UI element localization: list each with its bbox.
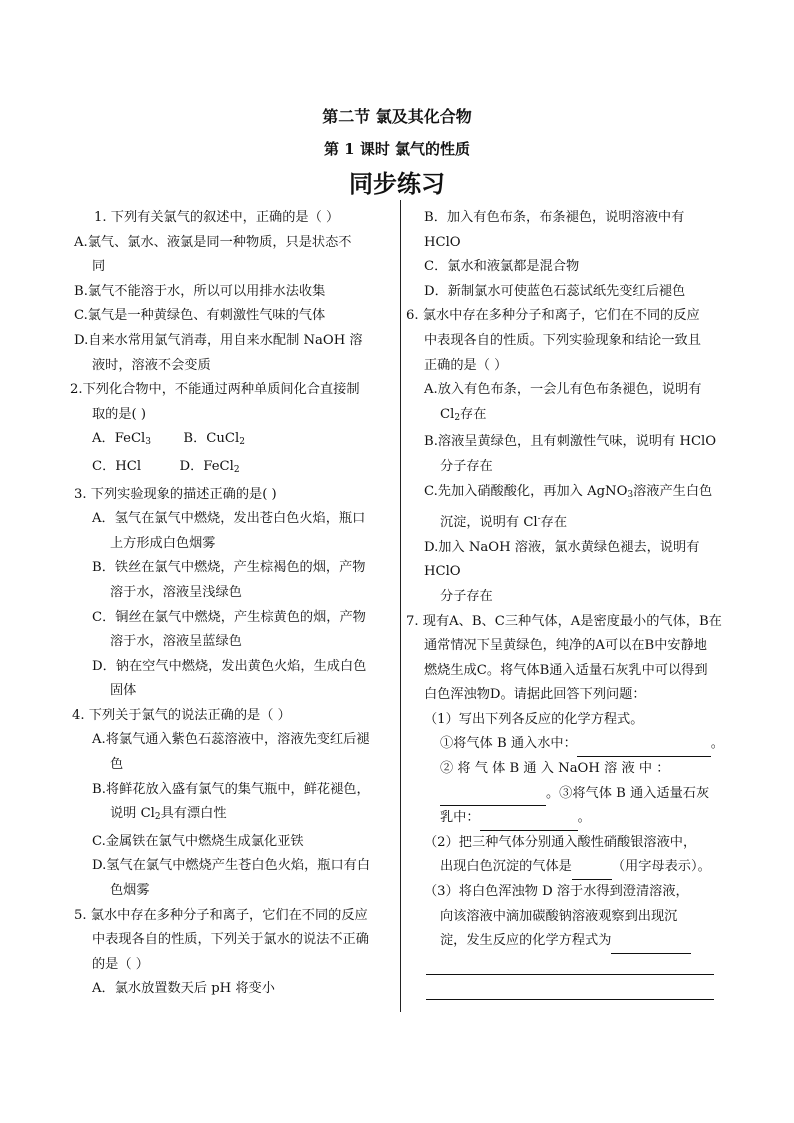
q6-option-a: A.放入有色布条，一会儿有色布条褪色，说明有	[424, 382, 702, 398]
section-title: 第二节 氯及其化合物	[322, 107, 472, 126]
q2-stem-cont: 取的是( )	[92, 406, 147, 422]
q2-option-a: A．FeCl$_3$	[92, 431, 151, 448]
answer-line-2[interactable]	[426, 979, 714, 1000]
q3-option-b: B．铁丝在氯气中燃烧，产生棕褐色的烟，产物	[92, 560, 366, 576]
q3-option-d-cont: 固体	[110, 683, 137, 699]
q6-option-d: D.加入 NaOH 溶液，氯水黄绿色褪去，说明有 HClO	[424, 539, 700, 580]
q4-option-b: B.将鲜花放入盛有氯气的集气瓶中，鲜花褪色，	[92, 781, 370, 797]
q4-option-b-cont: 说明 $Cl_2$具有漂白性	[110, 806, 227, 823]
q1-option-a: A.氯气、氯水、液氯是同一种物质，只是状态不	[74, 234, 352, 250]
answer-line-1[interactable]	[426, 954, 714, 975]
q5-option-a: A．氯水放置数天后 pH 将变小	[92, 981, 275, 997]
q1-option-c: C.氯气是一种黄绿色、有刺激性气味的气体	[74, 308, 326, 324]
q4-stem: 4. 下列关于氯气的说法正确的是（ ）	[72, 707, 291, 723]
answer-blank-3[interactable]	[480, 814, 578, 831]
lesson-title: 第 1 课时 氯气的性质	[323, 140, 471, 158]
q4-option-a-cont: 色	[110, 757, 124, 773]
q6-option-d-cont: 分子存在	[440, 588, 493, 604]
q7-part-1-2: ② 将 气 体 B 通 入 NaOH 溶 液 中 ：	[440, 761, 670, 777]
q3-option-a: A．氢气在氯气中燃烧，发出苍白色火焰，瓶口	[92, 511, 366, 527]
q4-option-d-cont: 色烟雾	[110, 883, 150, 899]
q5-stem-cont1: 中表现各自的性质，下列关于氯水的说法不正确	[92, 932, 369, 948]
q5-stem-cont2: 的是（ ）	[92, 956, 149, 972]
q1-option-a-cont: 同	[92, 259, 106, 275]
q4-option-d: D.氢气在氯气中燃烧产生苍白色火焰，瓶口有白	[92, 858, 371, 874]
q6-option-b: B.溶液呈黄绿色，且有刺激性气味，说明有 HClO	[424, 434, 717, 450]
q3-option-d: D．钠在空气中燃烧，发出黄色火焰，生成白色	[92, 658, 367, 674]
q7-part-3-cont2: 淀，发生反应的化学方程式为	[406, 929, 724, 954]
q3-option-a-cont: 上方形成白色烟雾	[110, 535, 216, 551]
q7-stem-cont3: 白色浑浊物D。请据此回答下列问题：	[424, 687, 646, 703]
right-column	[406, 206, 724, 1000]
q7-stem-cont1: 通常情况下呈黄绿色，纯净的A可以在B中安静地	[424, 638, 707, 654]
q6-option-a-cont: $Cl_2$存在	[440, 406, 487, 423]
q7-stem-cont2: 燃烧生成C。将气体B通入适量石灰乳中可以得到	[424, 662, 708, 678]
q1-option-b: B.氯气不能溶于水，所以可以用排水法收集	[74, 283, 326, 299]
q3-option-b-cont: 溶于水，溶液呈浅绿色	[110, 584, 242, 600]
q5-option-c: C．氯水和液氯都是混合物	[424, 259, 580, 275]
left-column	[70, 206, 392, 1002]
q7-part-1-1: ①将气体 B 通入水中： 。	[406, 732, 724, 757]
column-divider	[400, 200, 401, 1012]
q6-stem-cont2: 正确的是（ ）	[424, 357, 508, 373]
q4-option-c: C.金属铁在氯气中燃烧生成氯化亚铁	[92, 833, 304, 849]
question-7	[406, 610, 724, 1000]
question-5-continued	[406, 206, 724, 304]
q6-stem: 6. 氯水中存在多种分子和离子，它们在不同的反应	[406, 308, 700, 324]
practice-title: 同步练习	[349, 170, 445, 198]
q6-option-b-cont: 分子存在	[440, 458, 493, 474]
answer-blank-1[interactable]	[577, 740, 711, 757]
q7-part-1-3: 乳中： 。	[406, 806, 724, 831]
q2-options-cd	[74, 455, 392, 483]
q3-option-c: C．铜丝在氯气中燃烧，产生棕黄色的烟，产物	[92, 609, 366, 625]
q1-option-d-cont: 液时，溶液不会变质	[92, 357, 211, 373]
q5-option-b: B．加入有色布条，布条褪色，说明溶液中有 HClO	[424, 210, 685, 250]
q7-part-2-cont: 出现白色沉淀的气体是 （用字母表示）。	[406, 855, 724, 880]
question-4	[74, 704, 392, 904]
q7-part-2: （2）把三种气体分别通入酸性硝酸银溶液中，	[424, 834, 697, 850]
question-5	[74, 904, 392, 1002]
q5-option-d: D．新制氯水可使蓝色石蕊试纸先变红后褪色	[424, 283, 686, 299]
q5-stem: 5. 氯水中存在多种分子和离子，它们在不同的反应	[74, 907, 368, 923]
q4-option-a: A.将氯气通入紫色石蕊溶液中，溶液先变红后褪	[92, 732, 370, 748]
question-1	[74, 206, 392, 378]
q2-option-b: B．CuCl$_2$	[183, 431, 245, 448]
question-2	[70, 378, 392, 482]
q1-stem: 1. 下列有关氯气的叙述中，正确的是（ ）	[94, 210, 340, 225]
answer-blank-5[interactable]	[611, 937, 691, 954]
q3-stem: 3. 下列实验现象的描述正确的是( )	[74, 486, 277, 502]
q2-option-d: D．FeCl$_2$	[179, 458, 240, 475]
q6-option-c: C.先加入硝酸酸化，再加入 AgNO$_3$溶液产生白色	[424, 483, 713, 500]
q7-part-1-2-cont: 。③将气体 B 通入适量石灰	[406, 782, 724, 807]
answer-blank-2[interactable]	[440, 789, 546, 806]
q7-stem: 7. 现有A、B、C三种气体，A是密度最小的气体，B在	[406, 613, 722, 629]
q1-option-d: D.自来水常用氯气消毒，用自来水配制 NaOH 溶	[74, 332, 363, 348]
q2-options-ab	[74, 427, 392, 455]
q3-option-c-cont: 溶于水，溶液呈蓝绿色	[110, 634, 242, 650]
q7-part-3: （3）将白色浑浊物 D 溶于水得到澄清溶液，	[424, 884, 689, 900]
q6-option-c-cont: 沉淀，说明有 Cl-存在	[440, 514, 568, 531]
question-6	[406, 304, 724, 609]
q2-stem: 2.下列化合物中，不能通过两种单质间化合直接制	[70, 382, 360, 398]
q6-stem-cont1: 中表现各自的性质。下列实验现象和结论一致且	[424, 332, 701, 348]
q7-part-1: （1）写出下列各反应的化学方程式。	[424, 711, 644, 727]
q2-option-c: C．HCl	[92, 458, 142, 474]
answer-blank-4[interactable]	[572, 863, 612, 880]
question-3	[74, 483, 392, 704]
q7-part-3-cont1: 向该溶液中滴加碳酸钠溶液观察到出现沉	[440, 908, 678, 924]
